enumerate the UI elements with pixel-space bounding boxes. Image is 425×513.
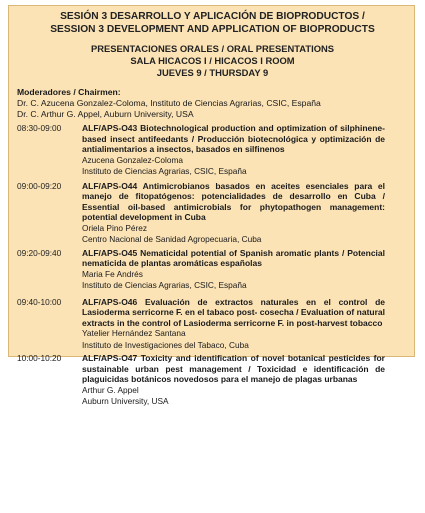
session-title-es: SESIÓN 3 DESARROLLO Y APLICACIÓN DE BIOPRODUCTOS / (60, 11, 365, 22)
talk-time: 09:40-10:00 (17, 296, 62, 307)
talk-title: ALF/APS-O45 Nematicidal potential of Spanish aromatic plants / Potencial nematicida de plantas aromáticas españolas (82, 247, 385, 268)
talk-institution: Instituto de Investigaciones del Tabaco, Cuba (82, 339, 249, 350)
talk-entry (0, 123, 425, 177)
talk-entry (0, 297, 425, 351)
moderator-2: Dr. C. Arthur G. Appel, Auburn University, USA (17, 109, 194, 119)
presentation-type: PRESENTACIONES ORALES / ORAL PRESENTATIONS (90, 43, 335, 54)
talk-time: 08:30-09:00 (17, 123, 62, 133)
talk-author: Azucena Gonzalez-Coloma (82, 154, 183, 165)
talk-entry (0, 353, 425, 407)
talk-author: Maria Fe Andrés (82, 268, 143, 279)
talk-title: ALF/APS-O46 Evaluación de extractos naturales en el control de Lasioderma serricorne F. en el tabaco post- cosecha / Evaluation of natural extracts in the control of Lasioderma serricorne F. in post-harvest tobacco (82, 296, 385, 328)
talk-title: ALF/APS-O47 Toxicity and identification of novel botanical pesticides for sustainable urban pest management / Toxicidad e identificación de plaguicidas botánicos novedosos para el manejo de plagas urbanas (82, 353, 385, 384)
talk-title: ALF/APS-O43 Biotechnological production and optimization of silphinene-based insect antifeedants / Producción biotecnológica y optimización de antialimentarios a insectos, basados en silfinenos (82, 123, 385, 154)
moderators-block (17, 87, 425, 120)
talk-title: ALF/APS-O44 Antimicrobianos basados en aceites esenciales para el manejo de fitopatógenos: potencialidades de desarrollo en Cuba / Essential oil-based antimicrobials for phytopathogen management: potential development in Cuba (82, 180, 385, 222)
session-title-en: SESSION 3 DEVELOPMENT AND APPLICATION OF BIOPRODUCTS (50, 24, 375, 35)
moderators-heading: Moderadores / Chairmen: (17, 87, 121, 97)
moderator-1: Dr. C. Azucena Gonzalez-Coloma, Instituto de Ciencias Agrarias, CSIC, España (17, 98, 321, 108)
talk-time: 10:00-10:20 (17, 353, 62, 363)
talk-entry (0, 181, 425, 245)
talk-author: Arthur G. Appel (82, 384, 139, 395)
talk-author: Oriela Pino Pérez (82, 222, 148, 233)
talk-time: 09:20-09:40 (17, 247, 62, 258)
talk-institution: Centro Nacional de Sanidad Agropecuaria, Cuba (82, 234, 262, 244)
room-name: SALA HICACOS I / HICACOS I ROOM (130, 55, 295, 66)
talk-institution: Auburn University, USA (82, 396, 169, 406)
talk-entry (0, 248, 425, 291)
talk-time: 09:00-09:20 (17, 180, 62, 191)
talk-institution: Instituto de Ciencias Agrarias, CSIC, España (82, 166, 247, 176)
session-day: JUEVES 9 / THURSDAY 9 (156, 67, 269, 78)
talk-author: Yatelier Hernández Santana (82, 328, 186, 338)
talk-institution: Instituto de Ciencias Agrarias, CSIC, España (82, 280, 247, 290)
